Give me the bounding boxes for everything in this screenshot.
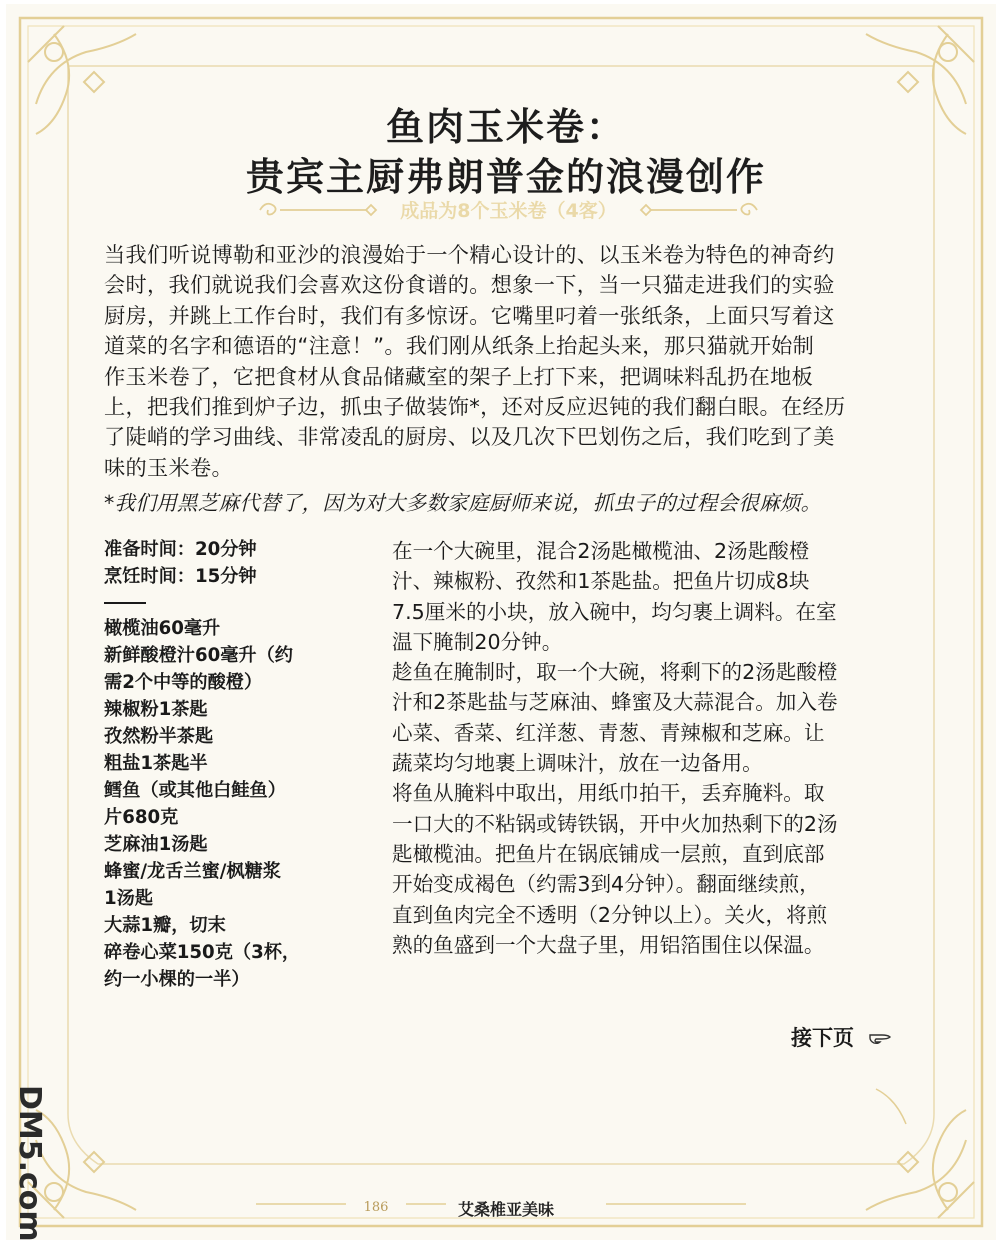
intro-line: 会时，我们就说我们会喜欢这份食谱的。想象一下，当一只猫走进我们的实验 bbox=[104, 272, 835, 298]
ingredient-item: 孜然粉半茶匙 bbox=[104, 726, 214, 747]
dm5-watermark-logo bbox=[0, 1075, 47, 1245]
ingredient-item: 碎卷心菜150克（3杯， bbox=[104, 942, 301, 963]
instruction-line: 蔬菜均匀地裹上调味汁，放在一边备用。 bbox=[392, 751, 763, 776]
instructions-column bbox=[392, 536, 922, 960]
instruction-line: 温下腌制20分钟。 bbox=[392, 629, 563, 654]
intro-line: 作玉米卷了，它把食材从食品储藏室的架子上打下来，把调味料乱扔在地板 bbox=[104, 363, 814, 389]
watermark-text: DM5.com bbox=[12, 1085, 47, 1242]
ingredient-item: 片680克 bbox=[104, 807, 179, 828]
instruction-line: 直到鱼肉完全不透明（2分钟以上）。关火，将煎 bbox=[392, 902, 828, 927]
intro-line: 了陡峭的学习曲线、非常凌乱的厨房、以及几次下巴划伤之后，我们吃到了美 bbox=[104, 424, 835, 450]
instruction-line: 在一个大碗里，混合2汤匙橄榄油、2汤匙酸橙 bbox=[392, 539, 810, 563]
ingredient-item: 辣椒粉1茶匙 bbox=[104, 699, 208, 720]
intro-line: 当我们听说博勒和亚沙的浪漫始于一个精心设计的、以玉米卷为特色的神奇约 bbox=[104, 242, 835, 267]
footnote: *我们用黑芝麻代替了，因为对大多数家庭厨师来说，抓虫子的过程会很麻烦。 bbox=[104, 491, 822, 515]
ingredient-item: 鳕鱼（或其他白鲑鱼） bbox=[104, 780, 286, 801]
intro-paragraph bbox=[104, 240, 919, 483]
instruction-line: 熟的鱼盛到一个大盘子里，用铝箔围住以保温。 bbox=[392, 932, 825, 957]
intro-line: 上，把我们推到炉子边，抓虫子做装饰*，还对反应迟钝的我们翻白眼。在经历 bbox=[104, 394, 846, 420]
recipe-title-line1: 鱼肉玉米卷： bbox=[385, 104, 626, 149]
ingredient-item: 新鲜酸橙汁60毫升（约 bbox=[104, 645, 293, 666]
divider bbox=[104, 602, 146, 604]
cook-time: 烹饪时间：15分钟 bbox=[104, 566, 257, 587]
instruction-line: 心菜、香菜、红洋葱、青葱、青辣椒和芝麻。让 bbox=[392, 720, 825, 745]
next-page-link[interactable] bbox=[791, 1022, 892, 1052]
next-page-label: 接下页 bbox=[791, 1026, 854, 1050]
ingredient-item: 蜂蜜/龙舌兰蜜/枫糖浆 bbox=[104, 861, 281, 882]
ingredient-item: 芝麻油1汤匙 bbox=[104, 834, 208, 855]
pointing-hand-icon bbox=[868, 1029, 892, 1045]
ingredient-item: 需2个中等的酸橙） bbox=[104, 672, 263, 693]
prep-time: 准备时间：20分钟 bbox=[104, 539, 257, 560]
ingredient-item: 约一小棵的一半） bbox=[104, 969, 250, 990]
instruction-line: 一口大的不粘锅或铸铁锅，开中火加热剩下的2汤 bbox=[392, 811, 838, 836]
serving-size: 成品为8个玉米卷（4客） bbox=[400, 200, 617, 222]
page-number: 186 bbox=[363, 1200, 389, 1215]
ingredient-item: 大蒜1瓣，切末 bbox=[104, 915, 226, 936]
instruction-line: 开始变成褐色（约需3到4分钟）。翻面继续煎， bbox=[392, 872, 820, 897]
serving-banner bbox=[256, 194, 761, 226]
ingredients-column bbox=[104, 536, 344, 993]
intro-line: 道菜的名字和德语的“注意！”。我们刚从纸条上抬起头来，那只猫就开始制 bbox=[104, 333, 815, 359]
ingredient-item: 橄榄油60毫升 bbox=[104, 618, 221, 639]
instruction-line: 趁鱼在腌制时，取一个大碗，将剩下的2汤匙酸橙 bbox=[392, 660, 838, 685]
instruction-line: 汁和2茶匙盐与芝麻油、蜂蜜及大蒜混合。加入卷 bbox=[392, 690, 838, 715]
instruction-line: 将鱼从腌料中取出，用纸巾拍干，丢弃腌料。取 bbox=[392, 781, 825, 806]
instruction-line: 汁、辣椒粉、孜然和1茶匙盐。把鱼片切成8块 bbox=[392, 569, 810, 594]
book-title: 艾桑椎亚美味 bbox=[458, 1200, 555, 1219]
instruction-line: 匙橄榄油。把鱼片在锅底铺成一层煎，直到底部 bbox=[392, 841, 825, 866]
ingredient-item: 粗盐1茶匙半 bbox=[104, 753, 208, 774]
book-page bbox=[6, 4, 996, 1240]
ingredient-item: 1汤匙 bbox=[104, 888, 154, 909]
instruction-line: 7.5厘米的小块，放入碗中，均匀裹上调料。在室 bbox=[392, 599, 837, 624]
intro-line: 味的玉米卷。 bbox=[104, 454, 233, 480]
intro-line: 厨房，并跳上工作台时，我们有多惊讶。它嘴里叼着一张纸条，上面只写着这 bbox=[104, 302, 835, 328]
recipe-title-line2: 贵宾主厨弗朗普金的浪漫创作 bbox=[245, 154, 766, 199]
